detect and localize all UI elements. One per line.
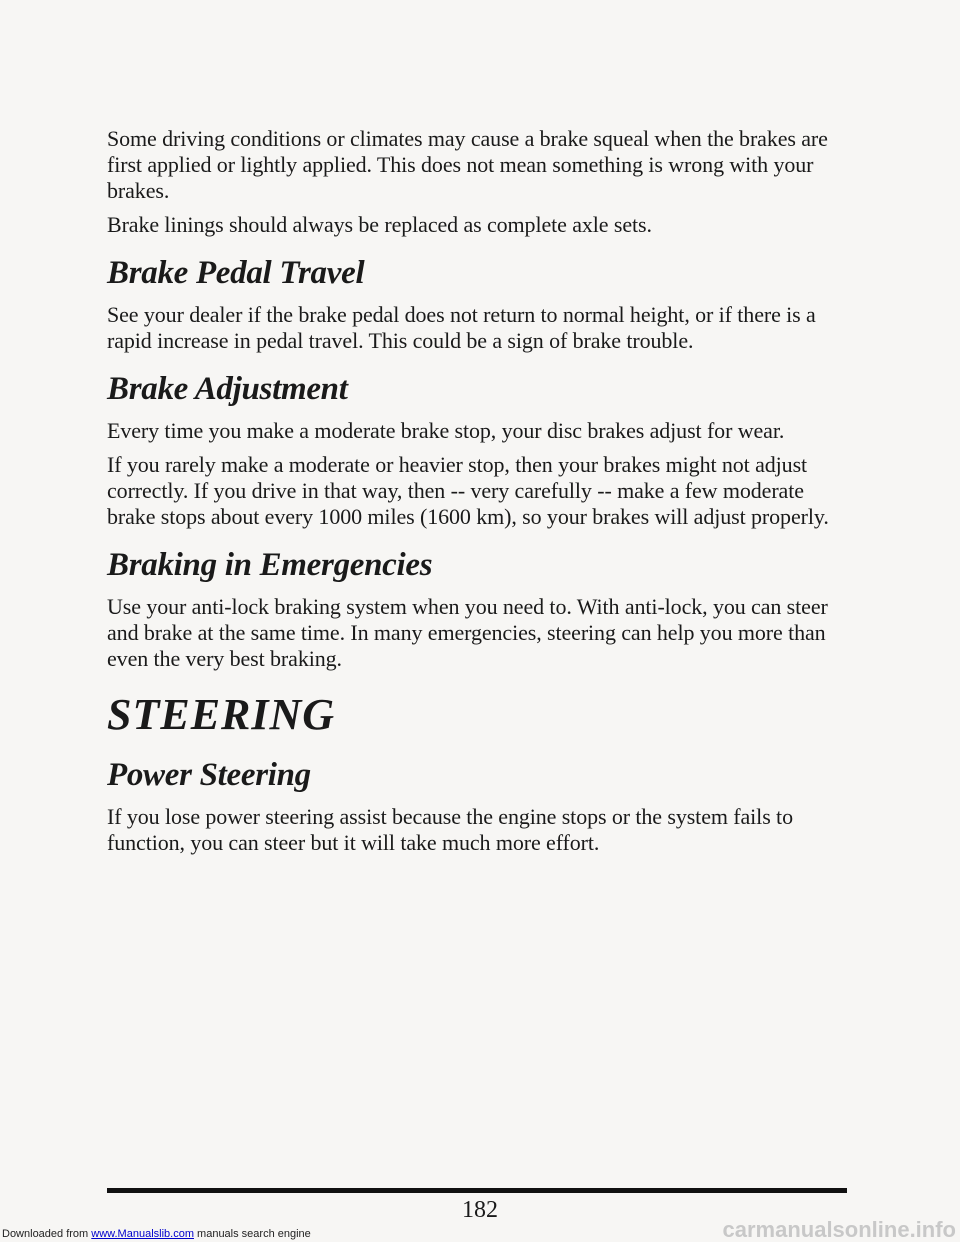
paragraph-power-steering: If you lose power steering assist because the engine stops or the system fails to function, you can steer but it will take much more effort. bbox=[107, 804, 793, 855]
paragraph-brake-linings: Brake linings should always be replaced as complete axle sets. bbox=[107, 212, 652, 237]
paragraph-anti-lock: Use your anti-lock braking system when you need to. With anti-lock, you can steer and brake at the same time. In many emergencies, steering can help you more than even the very best braking. bbox=[107, 594, 828, 671]
page-number: 182 bbox=[462, 1197, 498, 1223]
paragraph-moderate-stop: If you rarely make a moderate or heavier stop, then your brakes might not adjust correctly. If you drive in that way, then -- very carefully -- make a few moderate brake stops about every 1000 miles (1600 km), so your brakes will adjust properly. bbox=[107, 452, 829, 529]
heading-brake-pedal-travel: Brake Pedal Travel bbox=[107, 255, 365, 291]
paragraph-brake-squeal: Some driving conditions or climates may cause a brake squeal when the brakes are first applied or lightly applied. This does not mean something is wrong with your brakes. bbox=[107, 126, 828, 203]
paragraph-disc-brakes: Every time you make a moderate brake stop, your disc brakes adjust for wear. bbox=[107, 418, 785, 443]
site-watermark: carmanualsonline.info bbox=[722, 1217, 956, 1242]
download-source-note bbox=[2, 1228, 311, 1241]
download-suffix: manuals search engine bbox=[193, 1228, 311, 1240]
paragraph-pedal-travel: See your dealer if the brake pedal does not return to normal height, or if there is a rapid increase in pedal travel. This could be a sign of brake trouble. bbox=[107, 302, 816, 353]
download-prefix: Downloaded from bbox=[2, 1228, 92, 1240]
heading-brake-adjustment: Brake Adjustment bbox=[107, 371, 348, 407]
section-title-steering: STEERING bbox=[107, 690, 336, 739]
page-content bbox=[107, 126, 842, 864]
heading-braking-emergencies: Braking in Emergencies bbox=[107, 547, 433, 583]
manualslib-link[interactable]: www.Manualslib.com bbox=[91, 1228, 194, 1240]
footer-rule bbox=[107, 1188, 847, 1193]
heading-power-steering: Power Steering bbox=[107, 757, 311, 793]
